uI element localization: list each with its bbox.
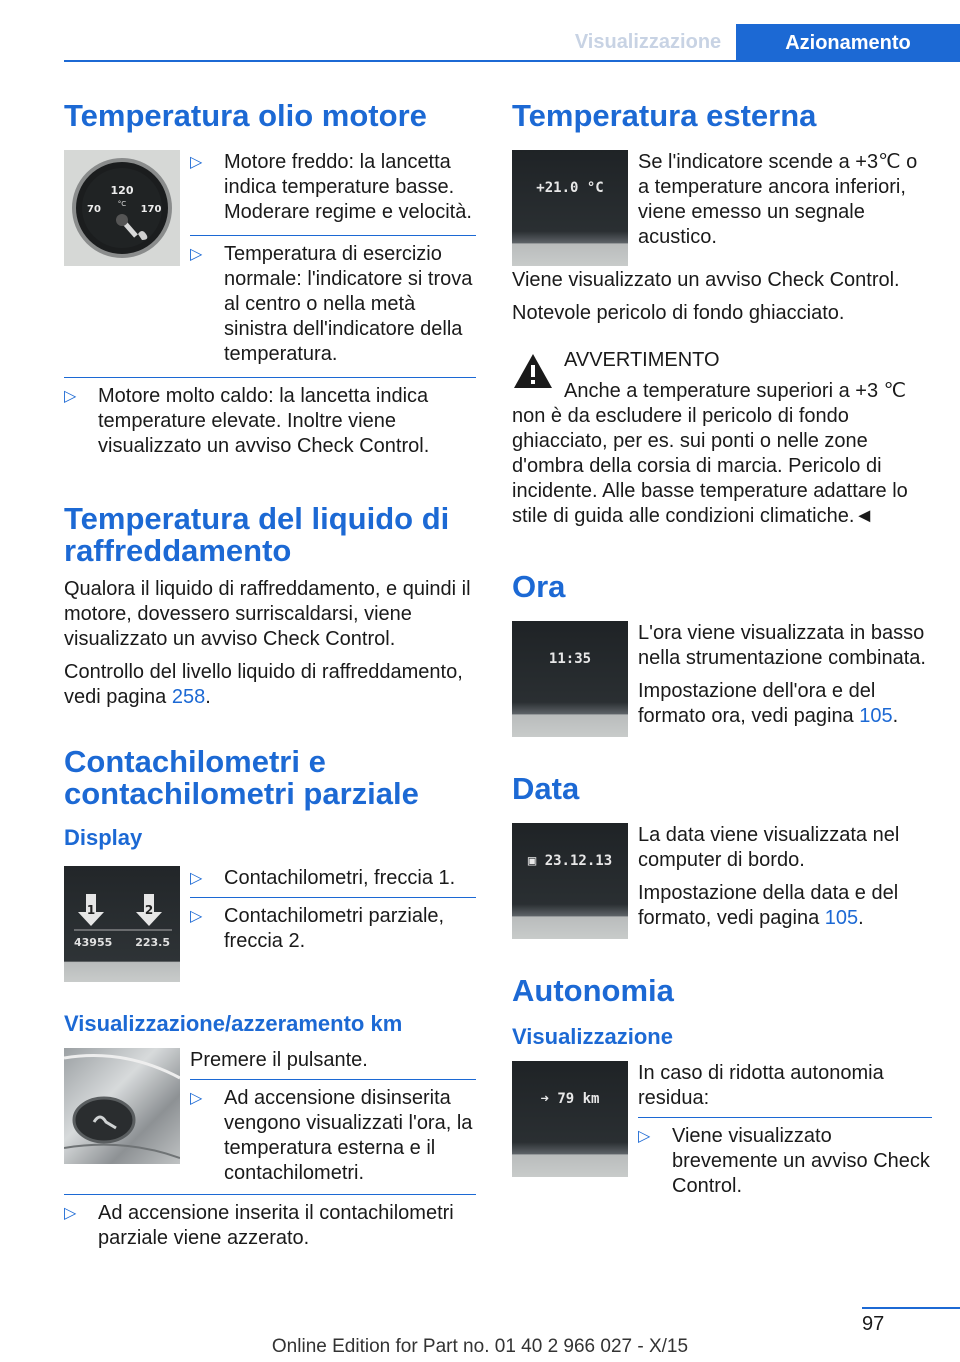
ext-temp-screen: [512, 150, 628, 266]
warning-title: AVVERTIMENTO: [564, 349, 720, 371]
gauge-unit-label: °C: [117, 200, 127, 208]
tab-azionamento[interactable]: Azionamento: [736, 24, 960, 62]
reset-item-2: ▷ Ad accensione inserita il contachilometri parziale viene azzerato.: [64, 1194, 476, 1251]
ext-temp-p2: Viene visualizzato un avviso Check Control.: [512, 269, 900, 291]
triangle-bullet-icon: ▷: [64, 388, 77, 405]
ora-screen: [512, 621, 628, 737]
ora-title: Ora: [512, 569, 566, 604]
ora-readout: 11:35: [548, 651, 592, 667]
ext-temp-p3: Notevole pericolo di fondo ghiacciato.: [512, 302, 845, 324]
arrow-2-label: 2: [144, 903, 154, 917]
autonomia-item-1: ▷ Viene visualizzato brevemente un avviso Check Control.: [638, 1117, 932, 1199]
triangle-bullet-icon: ▷: [190, 870, 203, 887]
oil-item-cold: ▷ Motore freddo: la lancetta indica temperature basse. Moderare regime e velocità.: [190, 151, 472, 223]
footer-rule: [862, 1307, 960, 1309]
triangle-bullet-icon: ▷: [190, 1090, 203, 1107]
ora-p1: L'ora viene visualizzata in basso nella strumentazione combinata.: [638, 622, 926, 669]
warning-box: [512, 348, 932, 529]
odo-item-1: ▷ Contachilometri, freccia 1.: [190, 867, 456, 889]
warning-triangle-icon: [512, 352, 554, 390]
triangle-bullet-icon: ▷: [638, 1128, 651, 1145]
gauge-high-label: 170: [140, 204, 162, 215]
footer-edition: Online Edition for Part no. 01 40 2 966 027 - X/15: [271, 1336, 689, 1357]
calendar-icon: ▣: [527, 853, 545, 869]
triangle-bullet-icon: ▷: [190, 154, 203, 171]
autonomia-screen: [512, 1061, 628, 1177]
triangle-bullet-icon: ▷: [190, 246, 203, 263]
reset-subtitle: Visualizzazione/azzeramento km: [64, 1011, 403, 1036]
tab-visualizzazione[interactable]: Visualizzazione: [574, 31, 722, 53]
oil-gauge-figure: [64, 150, 180, 266]
triangle-bullet-icon: ▷: [190, 908, 203, 925]
warning-text: Anche a temperature superiori a +3 ℃ non è da escludere il pericolo di fondo ghiacciato, per es. sui ponti o nelle zone d'ombra della corsia di marcia. Pericolo di incidente. Alle basse temperature adattare lo stile di guida alle condizioni climatiche.◄: [512, 380, 908, 527]
coolant-level-paragraph: Controllo del livello liquido di raffreddamento, vedi pagina 258.: [64, 661, 463, 708]
right-column: [512, 100, 932, 1199]
arrow-1-label: 1: [86, 903, 96, 917]
header-rule: [64, 60, 960, 62]
left-column: [64, 100, 476, 1251]
oil-item-hot: ▷ Motore molto caldo: la lancetta indica temperature elevate. Inoltre viene visualizzato un avviso Check Control.: [64, 377, 476, 459]
data-p2: Impostazione della data e del formato, vedi pagina 105.: [638, 882, 899, 929]
ext-temp-title: Temperatura esterna: [512, 98, 817, 133]
display-subtitle: Display: [64, 825, 143, 850]
data-screen: [512, 823, 628, 939]
odometer-title: Contachilometri e contachilometri parziale: [64, 744, 419, 811]
page-link-258[interactable]: 258: [171, 686, 206, 708]
reset-intro: Premere il pulsante.: [190, 1049, 368, 1071]
ora-p2: Impostazione dell'ora e del formato ora, vedi pagina 105.: [638, 680, 899, 727]
odometer-total: 43955: [74, 936, 113, 949]
reset-item-1: ▷ Ad accensione disinserita vengono visualizzati l'ora, la temperatura esterna e il contachilometri.: [190, 1079, 476, 1186]
oil-temp-title: Temperatura olio motore: [64, 98, 427, 133]
data-readout: ▣ 23.12.13: [527, 853, 613, 869]
ext-temp-p1: Se l'indicatore scende a +3℃ o a temperature ancora inferiori, viene emesso un segnale acustico.: [638, 151, 918, 248]
triangle-bullet-icon: ▷: [64, 1205, 77, 1222]
gauge-mid-label: 120: [110, 184, 134, 197]
odometer-trip: 223.5: [135, 936, 170, 949]
page-link-105[interactable]: 105: [859, 705, 893, 727]
autonomia-readout: ➜ 79 km: [540, 1091, 600, 1107]
page-link-105b[interactable]: 105: [824, 907, 859, 929]
reset-button-figure: [64, 1048, 180, 1164]
autonomia-p1: In caso di ridotta autonomia residua:: [638, 1062, 884, 1109]
fuel-range-icon: ➜: [540, 1091, 558, 1107]
autonomia-title: Autonomia: [512, 973, 674, 1008]
ext-temp-readout: +21.0 °C: [536, 180, 604, 196]
coolant-title: Temperatura del liquido di raffreddamento: [64, 501, 450, 568]
page-number: 97: [862, 1313, 885, 1335]
data-title: Data: [512, 771, 580, 806]
oil-item-normal: ▷ Temperatura di esercizio normale: l'indicatore si trova al centro o nella metà sinistra dell'indicatore della temperatura.: [190, 235, 476, 367]
data-p1: La data viene visualizzata nel computer di bordo.: [638, 824, 900, 871]
odo-item-2: ▷ Contachilometri parziale, freccia 2.: [190, 897, 476, 954]
coolant-paragraph: Qualora il liquido di raffreddamento, e quindi il motore, dovessero surriscaldarsi, viene visualizzato un avviso Check Control.: [64, 578, 471, 650]
autonomia-subtitle: Visualizzazione: [512, 1024, 673, 1049]
gauge-low-label: 70: [87, 204, 101, 215]
odometer-figure: [64, 866, 180, 982]
